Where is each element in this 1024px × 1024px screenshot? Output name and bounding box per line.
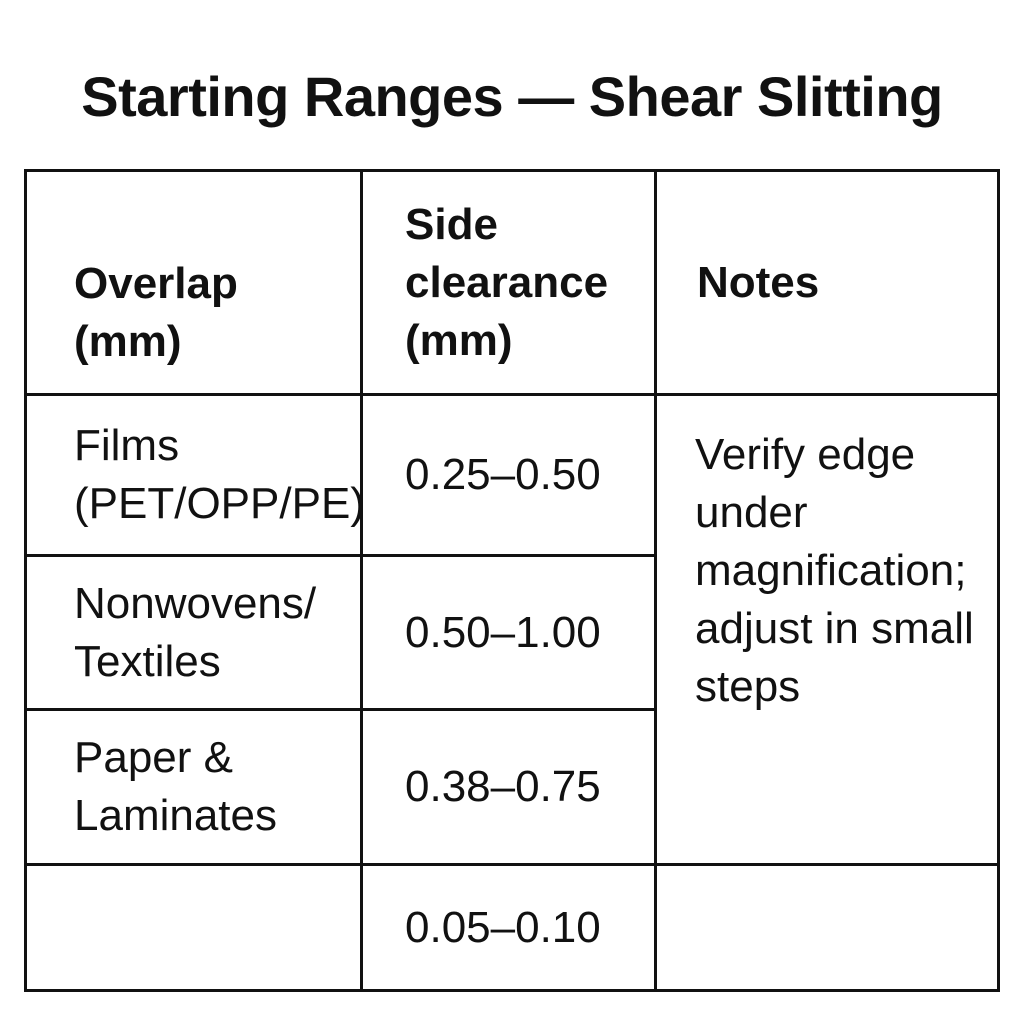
row-2-side-clearance-value: 0.50–1.00 [405,607,601,657]
header-overlap [24,169,363,396]
ranges-table [24,169,1000,992]
row-2-material-label: Nonwovens/ Textiles [74,578,317,686]
row-1-material-label: Films (PET/OPP/PE) [74,421,365,528]
row-4-side-clearance-value: 0.05–0.10 [405,902,601,952]
table-row-4-material [24,863,363,992]
table-row-3-material [24,708,363,866]
header-side-clearance-label: Side clearance (mm) [405,199,609,365]
header-overlap-label: Overlap (mm) [74,259,238,366]
table-row-4-side-clearance [360,863,657,992]
row-3-material-label: Paper & Laminates [74,733,278,840]
table-row-2-side-clearance [360,554,657,711]
table-row-3-side-clearance [360,708,657,866]
header-notes [654,169,1000,396]
table-row-1-material [24,393,363,557]
table-row-2-material [24,554,363,711]
notes-merged-text: Verify edge under magnification; adjust in small steps [695,430,974,711]
notes-merged-cell [654,393,1000,866]
row-1-side-clearance-value: 0.25–0.50 [405,450,601,499]
header-notes-label: Notes [697,257,820,307]
row-3-side-clearance-value: 0.38–0.75 [405,762,601,811]
header-side-clearance [360,169,657,396]
table-row-4-notes [654,863,1000,992]
table-row-1-side-clearance [360,393,657,557]
page-title: Starting Ranges — Shear Slitting [81,65,943,128]
